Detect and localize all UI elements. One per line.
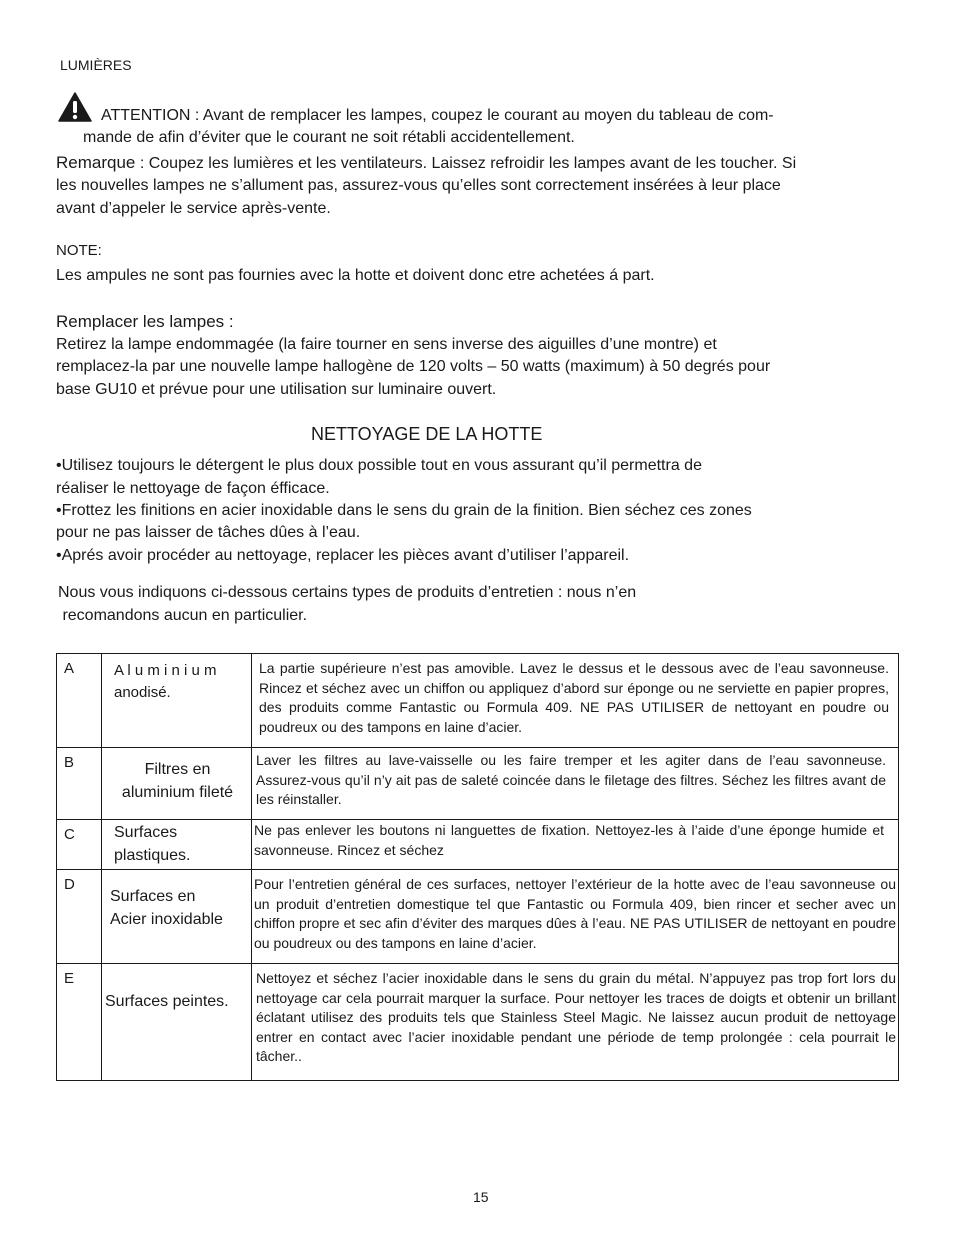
cleaning-instructions	[252, 964, 899, 1081]
row-letter: A	[57, 654, 102, 748]
row-letter: C	[57, 820, 102, 870]
cleaning-bullet-3-line-1: •Aprés avoir procéder au nettoyage, replacer les pièces avant d’utiliser l’appareil.	[56, 547, 630, 564]
cleaning-instructions-text: Pour l’entretien général de ces surfaces, nettoyer l’extérieur de la hotte avec de l’eau savonneuse ou un produit d’entretien domestique tel que Fantastic ou Formula 409, bien rincer et secher avec un chiffon propre et sec afin d’éviter des marques dûes à l’eau. NE PAS UTILISER de nettoyant en poudre ou poudreux ou des tampons en laine d’acier.	[254, 876, 896, 951]
table-row	[57, 654, 899, 748]
replace-line-1: Retirez la lampe endommagée (la faire tourner en sens inverse des aiguilles d’une montre) et	[56, 336, 717, 353]
cleaning-bullet-2-line-2: pour ne pas laisser de tâches dûes à l’eau.	[56, 524, 361, 541]
surface-name-line-1: Filtres en	[144, 761, 211, 778]
attention-line-2: mande de afin d’éviter que le courant ne soit rétabli accidentellement.	[83, 129, 575, 146]
replace-line-3: base GU10 et prévue pour une utilisation sur luminaire ouvert.	[56, 381, 497, 398]
cleaning-products-table	[56, 653, 899, 1081]
remarque-text: : Coupez les lumières et les ventilateurs. Laissez refroidir les lampes avant de les toucher. Si	[135, 155, 797, 172]
remarque-line-2: les nouvelles lampes ne s’allument pas, assurez-vous qu’elles sont correctement insérées à leur place	[56, 177, 781, 194]
surface-name-line-1: Surfaces peintes.	[105, 993, 229, 1010]
surface-name	[102, 964, 252, 1081]
section-title: LUMIÈRES	[60, 57, 132, 73]
surface-name	[102, 748, 252, 820]
table-row	[57, 820, 899, 870]
surface-name-line-1: A l u m i n i u m	[114, 662, 217, 679]
note-text: Les ampules ne sont pas fournies avec la hotte et doivent donc etre achetées á part.	[56, 267, 655, 284]
surface-name	[102, 820, 252, 870]
cleaning-instructions	[252, 820, 899, 870]
remarque-label: Remarque	[56, 153, 136, 172]
note-label: NOTE:	[56, 242, 102, 259]
cleaning-instructions-text: La partie supérieure n’est pas amovible. Lavez le dessus et le dessous avec de l’eau savonneuse. Rincez et séchez avec un chiffon ou appliquez d’abord sur éponge ou ne serviette en papier propres, des produits comme Fantastic ou Formula 409. NE PAS UTILISER de nettoyant en poudre ou poudreux ou des tampons en laine d’acier.	[259, 660, 889, 735]
surface-name-line-2: plastiques.	[114, 847, 191, 864]
replace-line-2: remplacez-la par une nouvelle lampe hallogène de 120 volts – 50 watts (maximum) à 50 degrés pour	[56, 358, 771, 375]
table-row	[57, 870, 899, 964]
cleaning-instructions-text: Ne pas enlever les boutons ni languettes de fixation. Nettoyez-les à l’aide d’une éponge humide et savonneuse. Rincez et séchez	[254, 822, 884, 858]
cleaning-intro-line-2: recomandons aucun en particulier.	[58, 607, 308, 624]
surface-name-line-1: Surfaces en	[110, 888, 196, 905]
cleaning-instructions	[252, 654, 899, 748]
table-row	[57, 964, 899, 1081]
cleaning-bullet-1-line-1: •Utilisez toujours le détergent le plus doux possible tout en vous assurant qu’il permettra de	[56, 457, 702, 474]
cleaning-heading: NETTOYAGE DE LA HOTTE	[311, 424, 543, 444]
row-letter: B	[57, 748, 102, 820]
cleaning-instructions-text: Nettoyez et séchez l’acier inoxidable dans le sens du grain du métal. N’appuyez pas trop fort lors du nettoyage car cela pourrait marquer la surface. Pour nettoyer les traces de doigts et obtenir un brillant éclatant utilisez des produits tels que Stainless Steel Magic. Ne laissez aucun produit de nettoyage entrer en contact avec l’acier inoxidable pendant une période de temp prolongée : cela pourrait le tâcher..	[256, 970, 896, 1064]
attention-line-1: ATTENTION : Avant de remplacer les lampes, coupez le courant au moyen du tableau de com-	[101, 107, 774, 124]
cleaning-intro-line-1: Nous vous indiquons ci-dessous certains types de produits d’entretien : nous n’en	[58, 584, 637, 601]
row-letter: E	[57, 964, 102, 1081]
remarque-line-1	[56, 151, 796, 175]
replace-heading: Remplacer les lampes :	[56, 312, 234, 331]
page-number: 15	[473, 1189, 489, 1205]
cleaning-bullet-1-line-2: réaliser le nettoyage de façon éfficace.	[56, 480, 330, 497]
cleaning-instructions-text: Laver les filtres au lave-vaisselle ou les faire tremper et les agiter dans de l’eau savonneuse. Assurez-vous qu’il n’y ait pas de saleté coincée dans le filetage des filtres. Séchez les filtres avant de les réinstaller.	[256, 752, 886, 807]
surface-name-line-2: aluminium fileté	[121, 784, 234, 801]
surface-name-line-2: Acier inoxidable	[110, 911, 223, 928]
surface-name	[102, 654, 252, 748]
surface-name-line-2: anodisé.	[114, 684, 171, 701]
surface-name	[102, 870, 252, 964]
remarque-line-3: avant d’appeler le service après-vente.	[56, 200, 331, 217]
cleaning-instructions	[252, 748, 899, 820]
warning-triangle-icon	[58, 92, 92, 122]
cleaning-bullet-2-line-1: •Frottez les finitions en acier inoxidable dans le sens du grain de la finition. Bien séchez ces zones	[56, 502, 752, 519]
surface-name-line-1: Surfaces	[114, 824, 178, 841]
table-row	[57, 748, 899, 820]
cleaning-instructions	[252, 870, 899, 964]
row-letter: D	[57, 870, 102, 964]
